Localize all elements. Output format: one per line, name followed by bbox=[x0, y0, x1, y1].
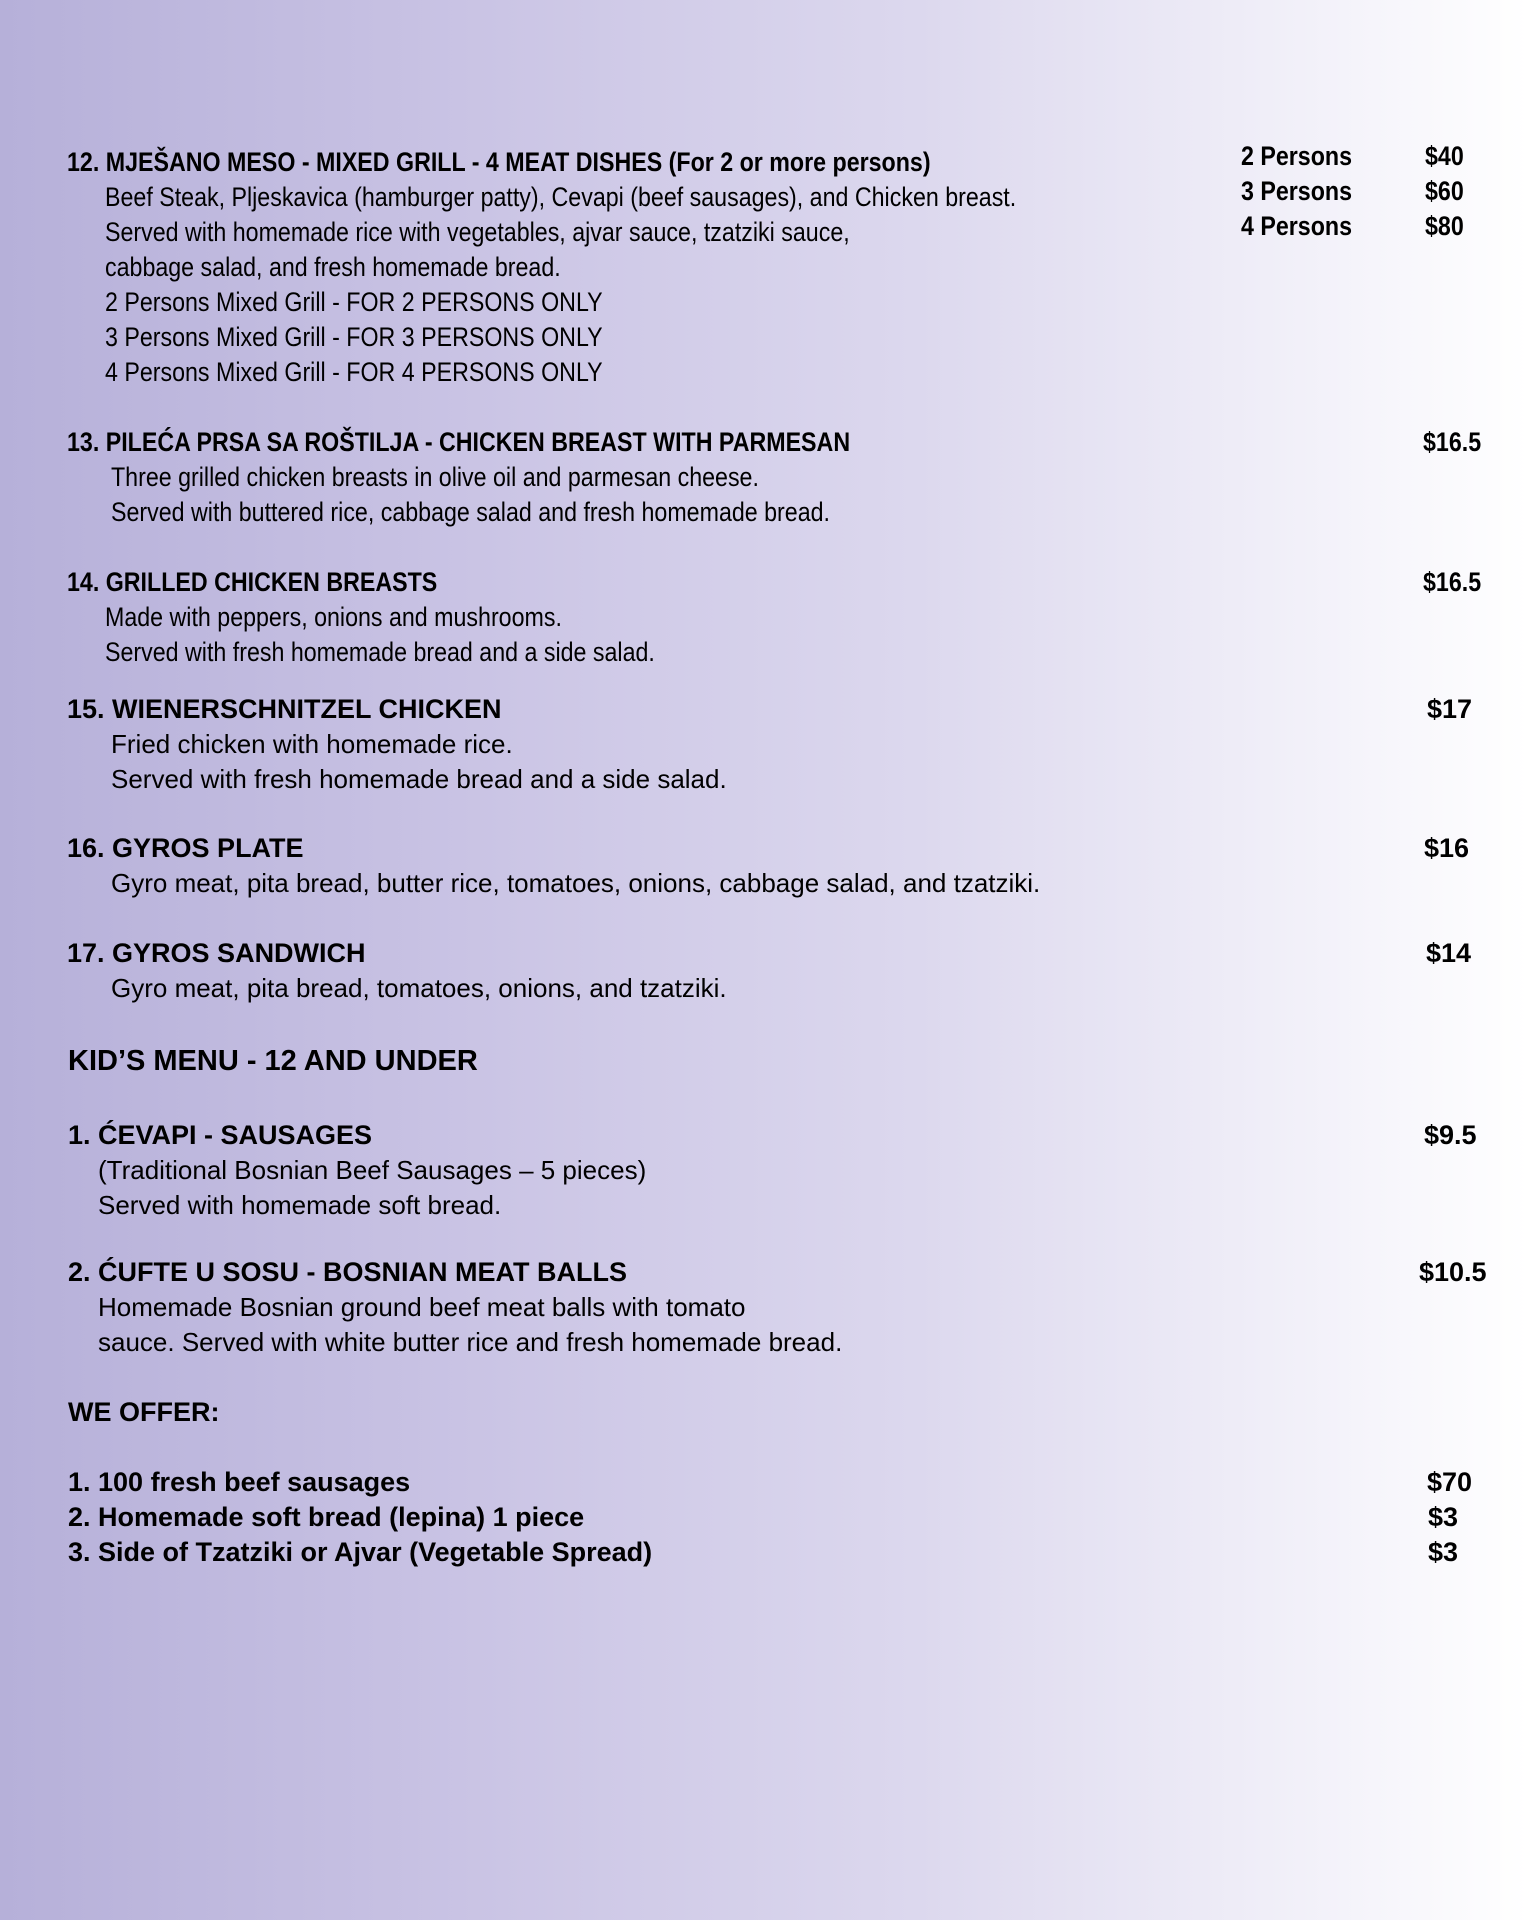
item-description: (Traditional Bosnian Beef Sausages – 5 pieces) bbox=[98, 1155, 647, 1185]
offer-price: $70 bbox=[1427, 1467, 1473, 1497]
section-heading-kids-menu: KID’S MENU - 12 AND UNDER bbox=[68, 1045, 478, 1077]
offer-item: 3. Side of Tzatziki or Ajvar (Vegetable Spread) bbox=[68, 1537, 653, 1567]
item-price: $16.5 bbox=[1423, 427, 1482, 457]
offer-price: $3 bbox=[1428, 1502, 1459, 1532]
offer-item: 1. 100 fresh beef sausages bbox=[68, 1467, 411, 1497]
section-heading-we-offer: WE OFFER: bbox=[68, 1397, 220, 1427]
item-title: 14. GRILLED CHICKEN BREASTS bbox=[67, 567, 438, 597]
item-description: Beef Steak, Pljeskavica (hamburger patty), Cevapi (beef sausages), and Chicken breast. bbox=[105, 182, 1017, 212]
item-price: $16 bbox=[1424, 833, 1470, 863]
offer-price: $3 bbox=[1428, 1537, 1459, 1567]
item-title: 1. ĆEVAPI - SAUSAGES bbox=[68, 1120, 373, 1150]
item-title: 12. MJEŠANO MESO - MIXED GRILL - 4 MEAT DISHES (For 2 or more persons) bbox=[67, 147, 931, 177]
item-description: Served with homemade rice with vegetables, ajvar sauce, tzatziki sauce, bbox=[105, 217, 850, 247]
option-price: $40 bbox=[1425, 141, 1464, 171]
item-title: 17. GYROS SANDWICH bbox=[67, 938, 366, 968]
item-description: 3 Persons Mixed Grill - FOR 3 PERSONS ONLY bbox=[105, 322, 603, 352]
item-description: Homemade Bosnian ground beef meat balls with tomato bbox=[98, 1292, 746, 1322]
item-title: 2. ĆUFTE U SOSU - BOSNIAN MEAT BALLS bbox=[68, 1257, 628, 1287]
item-title: 16. GYROS PLATE bbox=[67, 833, 304, 863]
item-description: Three grilled chicken breasts in olive oil and parmesan cheese. bbox=[111, 462, 759, 492]
item-description: Fried chicken with homemade rice. bbox=[111, 729, 513, 759]
item-description: sauce. Served with white butter rice and fresh homemade bread. bbox=[98, 1327, 843, 1357]
item-price: $14 bbox=[1426, 938, 1472, 968]
item-title: 15. WIENERSCHNITZEL CHICKEN bbox=[67, 694, 502, 724]
item-description: 4 Persons Mixed Grill - FOR 4 PERSONS ONLY bbox=[105, 357, 603, 387]
option-label: 2 Persons bbox=[1241, 141, 1353, 171]
item-description: Served with fresh homemade bread and a side salad. bbox=[105, 637, 655, 667]
item-description: Served with fresh homemade bread and a side salad. bbox=[111, 764, 727, 794]
option-label: 3 Persons bbox=[1241, 176, 1353, 206]
item-description: Served with buttered rice, cabbage salad and fresh homemade bread. bbox=[111, 497, 830, 527]
item-description: Made with peppers, onions and mushrooms. bbox=[105, 602, 562, 632]
offer-item: 2. Homemade soft bread (lepina) 1 piece bbox=[68, 1502, 585, 1532]
item-description: Gyro meat, pita bread, butter rice, tomatoes, onions, cabbage salad, and tzatziki. bbox=[111, 868, 1041, 898]
item-title: 13. PILEĆA PRSA SA ROŠTILJA - CHICKEN BREAST WITH PARMESAN bbox=[67, 427, 851, 457]
item-description: cabbage salad, and fresh homemade bread. bbox=[105, 252, 561, 282]
item-price: $17 bbox=[1427, 694, 1473, 724]
item-description: Served with homemade soft bread. bbox=[98, 1190, 502, 1220]
item-description: Gyro meat, pita bread, tomatoes, onions, and tzatziki. bbox=[111, 973, 727, 1003]
item-description: 2 Persons Mixed Grill - FOR 2 PERSONS ONLY bbox=[105, 287, 603, 317]
item-price: $9.5 bbox=[1424, 1120, 1477, 1150]
item-price: $16.5 bbox=[1423, 567, 1482, 597]
item-price: $10.5 bbox=[1419, 1257, 1487, 1287]
option-price: $60 bbox=[1425, 176, 1464, 206]
option-price: $80 bbox=[1425, 211, 1464, 241]
option-label: 4 Persons bbox=[1241, 211, 1353, 241]
